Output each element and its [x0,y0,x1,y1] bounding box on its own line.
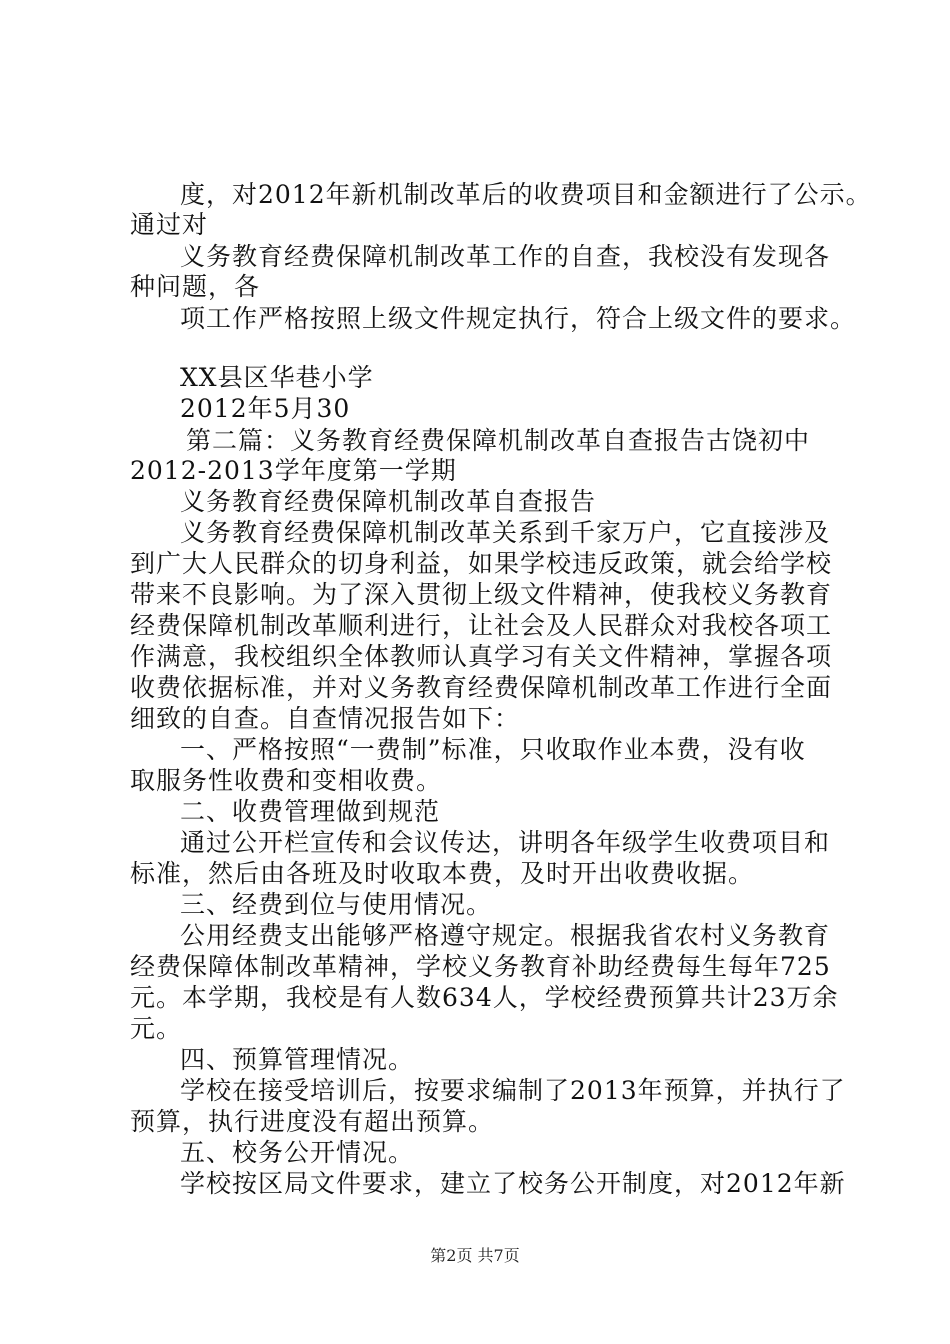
text-line: 公用经费支出能够严格遵守规定。根据我省农村义务教育 [180,921,831,950]
text-line: 学校在接受培训后，按要求编制了2013年预算，并执行了 [180,1076,846,1105]
text-line: 带来不良影响。为了深入贯彻上级文件精神，使我校义务教育 [130,580,833,609]
text-line: 学校按区局文件要求，建立了校务公开制度，对2012年新 [180,1169,846,1198]
text-line: 经费保障机制改革顺利进行，让社会及人民群众对我校各项工 [130,611,833,640]
text-line: 细致的自查。自查情况报告如下： [130,704,521,733]
text-line: 取服务性收费和变相收费。 [130,766,443,795]
heading-line: 四、预算管理情况。 [180,1045,415,1074]
text-line: 通过公开栏宣传和会议传达，讲明各年级学生收费项目和 [180,828,831,857]
page-footer: 第2页 共7页 [430,1246,520,1265]
text-line: 作满意，我校组织全体教师认真学习有关文件精神，掌握各项 [130,642,833,671]
text-line: 标准，然后由各班及时收取本费，及时开出收费收据。 [130,859,755,888]
text-line: 收费依据标准，并对义务教育经费保障机制改革工作进行全面 [130,673,833,702]
text-line: 种问题，各 [130,272,261,301]
section-title: 第二篇：义务教育经费保障机制改革自查报告古饶初中 [186,426,811,455]
text-line: 通过对 [130,210,209,239]
text-line: 义务教育经费保障机制改革关系到千家万户，它直接涉及 [180,518,831,547]
text-line: 元。 [130,1014,183,1043]
heading-line: 二、收费管理做到规范 [180,797,441,826]
heading-line: 三、经费到位与使用情况。 [180,890,493,919]
heading-line: 五、校务公开情况。 [180,1138,415,1167]
text-line: 一、严格按照“一费制”标准，只收取作业本费，没有收 [180,735,806,764]
text-line: 项工作严格按照上级文件规定执行，符合上级文件的要求。 [180,304,857,333]
text-line: 预算，执行进度没有超出预算。 [130,1107,495,1136]
text-line: 度，对2012年新机制改革后的收费项目和金额进行了公示。 [180,180,872,209]
text-line: 经费保障体制改革精神，学校义务教育补助经费每生每年725 [130,952,831,981]
text-line: 到广大人民群众的切身利益，如果学校违反政策，就会给学校 [130,549,833,578]
text-line: 义务教育经费保障机制改革工作的自查，我校没有发现各 [180,242,831,271]
text-line: 元。本学期，我校是有人数634人，学校经费预算共计23万余 [130,983,839,1012]
report-title: 义务教育经费保障机制改革自查报告 [180,487,597,516]
signature-date: 2012年5月30 [180,394,351,423]
school-signature: XX县区华巷小学 [180,363,374,392]
section-subtitle: 2012-2013学年度第一学期 [130,456,457,485]
